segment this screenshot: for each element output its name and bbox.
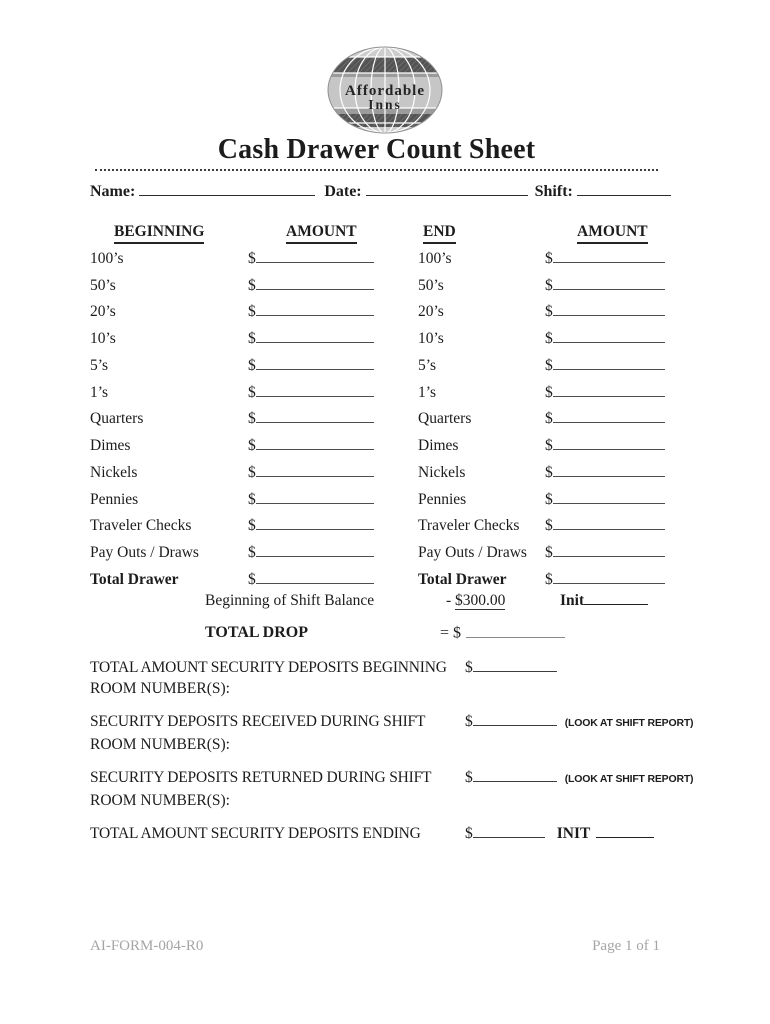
security-deposits-ending <box>90 823 730 844</box>
row-label-beginning: Pay Outs / Draws <box>90 544 199 561</box>
currency-sign: $ <box>248 303 256 321</box>
currency-sign: $ <box>545 303 553 321</box>
security-returned-label: SECURITY DEPOSITS RETURNED DURING SHIFT <box>90 769 432 786</box>
amount-field-beginning[interactable] <box>256 464 374 477</box>
currency-sign: $ <box>248 463 256 481</box>
currency-sign: $ <box>248 490 256 508</box>
amount-field-end[interactable] <box>553 250 665 263</box>
security-beginning-amount: $ <box>465 657 557 678</box>
amount-cell <box>545 511 686 538</box>
amount-field-end[interactable] <box>553 357 665 370</box>
amount-cell <box>545 431 686 458</box>
ending-init-label: INIT <box>557 823 655 844</box>
currency-sign: $ <box>248 410 256 428</box>
security-received-label: SECURITY DEPOSITS RECEIVED DURING SHIFT <box>90 713 426 730</box>
row-label-end: Nickels <box>418 463 466 481</box>
amount-field-beginning[interactable] <box>256 491 374 504</box>
room-numbers-label: ROOM NUMBER(S): <box>90 680 230 697</box>
security-deposits-beginning <box>90 657 730 699</box>
total-drawer-field-beginning[interactable] <box>256 571 374 584</box>
amount-field-beginning[interactable] <box>256 357 374 370</box>
currency-sign: $ <box>545 544 553 562</box>
amount-cell <box>248 485 418 512</box>
row-label-beginning: Traveler Checks <box>90 517 192 535</box>
amount-field-beginning[interactable] <box>256 250 374 263</box>
amount-cell <box>248 538 418 565</box>
amount-cell <box>545 404 686 431</box>
init-label: Init <box>560 592 648 610</box>
logo-text-line2: Inns <box>368 97 402 112</box>
title-underline-rule <box>95 134 658 171</box>
amount-field-end[interactable] <box>553 437 665 450</box>
row-label-end: Quarters <box>418 410 472 428</box>
security-received-field[interactable] <box>473 713 557 726</box>
amount-field-end[interactable] <box>553 464 665 477</box>
currency-sign: $ <box>248 330 256 348</box>
column-header-end: END <box>418 217 545 244</box>
row-label-end: Dimes <box>418 437 459 454</box>
shift-report-note: (LOOK AT SHIFT REPORT) <box>564 773 694 785</box>
shift-balance-row <box>90 592 686 616</box>
currency-sign: $ <box>545 490 553 508</box>
amount-cell <box>545 378 686 405</box>
currency-sign: $ <box>545 330 553 348</box>
row-label-end: 1’s <box>418 383 437 401</box>
security-deposits-section <box>90 657 730 856</box>
shift-field[interactable] <box>577 182 671 196</box>
amount-field-end[interactable] <box>553 517 665 530</box>
amount-cell <box>545 297 686 324</box>
page-number: Page 1 of 1 <box>592 938 660 954</box>
amount-cell <box>248 378 418 405</box>
currency-sign: $ <box>248 544 256 562</box>
amount-cell <box>545 538 686 565</box>
init-field[interactable] <box>584 592 648 605</box>
amount-cell <box>248 271 418 298</box>
name-field[interactable] <box>139 182 315 196</box>
currency-sign: $ <box>545 517 553 535</box>
currency-sign: $ <box>248 249 256 267</box>
ending-init-field[interactable] <box>596 825 654 838</box>
date-label: Date: <box>324 183 362 201</box>
row-label-beginning: 20’s <box>90 303 116 321</box>
count-table <box>90 217 686 592</box>
row-label-end: 50’s <box>418 276 444 294</box>
amount-field-end[interactable] <box>553 410 665 423</box>
row-label-end: 10’s <box>418 330 444 347</box>
security-ending-label: TOTAL AMOUNT SECURITY DEPOSITS ENDING <box>90 825 421 842</box>
security-beginning-field[interactable] <box>473 659 557 672</box>
total-drop-value: = $ <box>440 624 565 643</box>
currency-sign: $ <box>545 356 553 374</box>
shift-label: Shift: <box>534 183 573 201</box>
amount-field-end[interactable] <box>553 330 665 343</box>
amount-cell <box>248 511 418 538</box>
amount-field-beginning[interactable] <box>256 437 374 450</box>
currency-sign: $ <box>545 276 553 294</box>
row-label-beginning: Quarters <box>90 410 144 428</box>
security-returned-field[interactable] <box>473 769 557 782</box>
security-returned-amount: $ <box>465 767 557 788</box>
amount-cell <box>248 351 418 378</box>
amount-field-beginning[interactable] <box>256 410 374 423</box>
row-label-beginning: 1’s <box>90 383 109 401</box>
amount-cell <box>545 244 686 271</box>
shift-balance-label: Beginning of Shift Balance <box>205 592 375 609</box>
column-header-amount-beginning: AMOUNT <box>248 217 418 244</box>
currency-sign: $ <box>545 249 553 267</box>
page-title: Cash Drawer Count Sheet <box>217 134 536 165</box>
currency-sign: $ <box>545 463 553 481</box>
currency-sign: $ <box>248 517 256 535</box>
row-label-end: 20’s <box>418 303 444 321</box>
amount-cell <box>248 404 418 431</box>
currency-sign: $ <box>545 383 553 401</box>
security-beginning-label: TOTAL AMOUNT SECURITY DEPOSITS BEGINNING <box>90 659 447 676</box>
security-ending-amount: $ <box>465 823 545 844</box>
amount-field-beginning[interactable] <box>256 330 374 343</box>
currency-sign: $ <box>248 570 256 588</box>
amount-cell <box>248 324 418 351</box>
currency-sign: $ <box>248 437 256 455</box>
amount-field-end[interactable] <box>553 303 665 316</box>
amount-field-end[interactable] <box>553 384 665 397</box>
amount-cell <box>545 324 686 351</box>
total-drawer-field-end[interactable] <box>553 571 665 584</box>
security-deposits-received <box>90 711 730 755</box>
amount-field-end[interactable] <box>553 277 665 290</box>
shift-balance-amount: - $300.00 <box>446 592 506 609</box>
room-numbers-label: ROOM NUMBER(S): <box>90 736 230 753</box>
row-label-beginning: 100’s <box>90 249 124 267</box>
date-field[interactable] <box>366 182 528 196</box>
row-label-beginning: 50’s <box>90 276 116 294</box>
name-label: Name: <box>90 183 136 201</box>
row-label-total-drawer-beginning: Total Drawer <box>90 570 179 588</box>
row-label-end: 100’s <box>418 249 452 267</box>
globe-logo-graphic <box>325 44 445 136</box>
amount-cell <box>545 485 686 512</box>
amount-cell <box>248 244 418 271</box>
row-label-beginning: Pennies <box>90 490 139 508</box>
row-label-beginning: 5’s <box>90 356 109 374</box>
row-label-end: Pay Outs / Draws <box>418 544 527 561</box>
amount-field-beginning[interactable] <box>256 277 374 290</box>
total-drop-label: TOTAL DROP <box>205 624 308 641</box>
total-drop-row <box>90 624 686 648</box>
amount-field-beginning[interactable] <box>256 303 374 316</box>
column-header-amount-end: AMOUNT <box>545 217 686 244</box>
room-numbers-label: ROOM NUMBER(S): <box>90 792 230 809</box>
amount-cell <box>545 351 686 378</box>
header-fields-row <box>90 182 676 201</box>
amount-cell <box>248 565 418 592</box>
currency-sign: $ <box>545 570 553 588</box>
security-received-amount: $ <box>465 711 557 732</box>
amount-field-beginning[interactable] <box>256 544 374 557</box>
form-number: AI-FORM-004-R0 <box>90 938 204 954</box>
amount-cell <box>248 297 418 324</box>
row-label-beginning: Dimes <box>90 437 131 454</box>
logo-text-line1: Affordable <box>345 83 425 99</box>
amount-field-end[interactable] <box>553 544 665 557</box>
column-header-beginning: BEGINNING <box>90 217 248 244</box>
currency-sign: $ <box>545 437 553 455</box>
total-drop-field[interactable] <box>466 624 565 638</box>
row-label-end: 5’s <box>418 356 437 374</box>
shift-report-note: (LOOK AT SHIFT REPORT) <box>564 717 694 729</box>
security-deposits-returned <box>90 767 730 811</box>
affordable-inns-logo <box>0 44 770 136</box>
amount-field-beginning[interactable] <box>256 517 374 530</box>
currency-sign: $ <box>248 383 256 401</box>
amount-cell <box>248 431 418 458</box>
amount-field-beginning[interactable] <box>256 384 374 397</box>
amount-cell <box>248 458 418 485</box>
currency-sign: $ <box>248 356 256 374</box>
row-label-beginning: Nickels <box>90 463 138 481</box>
amount-cell <box>545 271 686 298</box>
row-label-end: Pennies <box>418 490 467 508</box>
security-ending-field[interactable] <box>473 825 545 838</box>
row-label-beginning: 10’s <box>90 330 116 347</box>
currency-sign: $ <box>248 276 256 294</box>
row-label-end: Traveler Checks <box>418 517 520 535</box>
amount-cell <box>545 565 686 592</box>
amount-cell <box>545 458 686 485</box>
currency-sign: $ <box>545 410 553 428</box>
row-label-total-drawer-end: Total Drawer <box>418 570 507 588</box>
amount-field-end[interactable] <box>553 491 665 504</box>
